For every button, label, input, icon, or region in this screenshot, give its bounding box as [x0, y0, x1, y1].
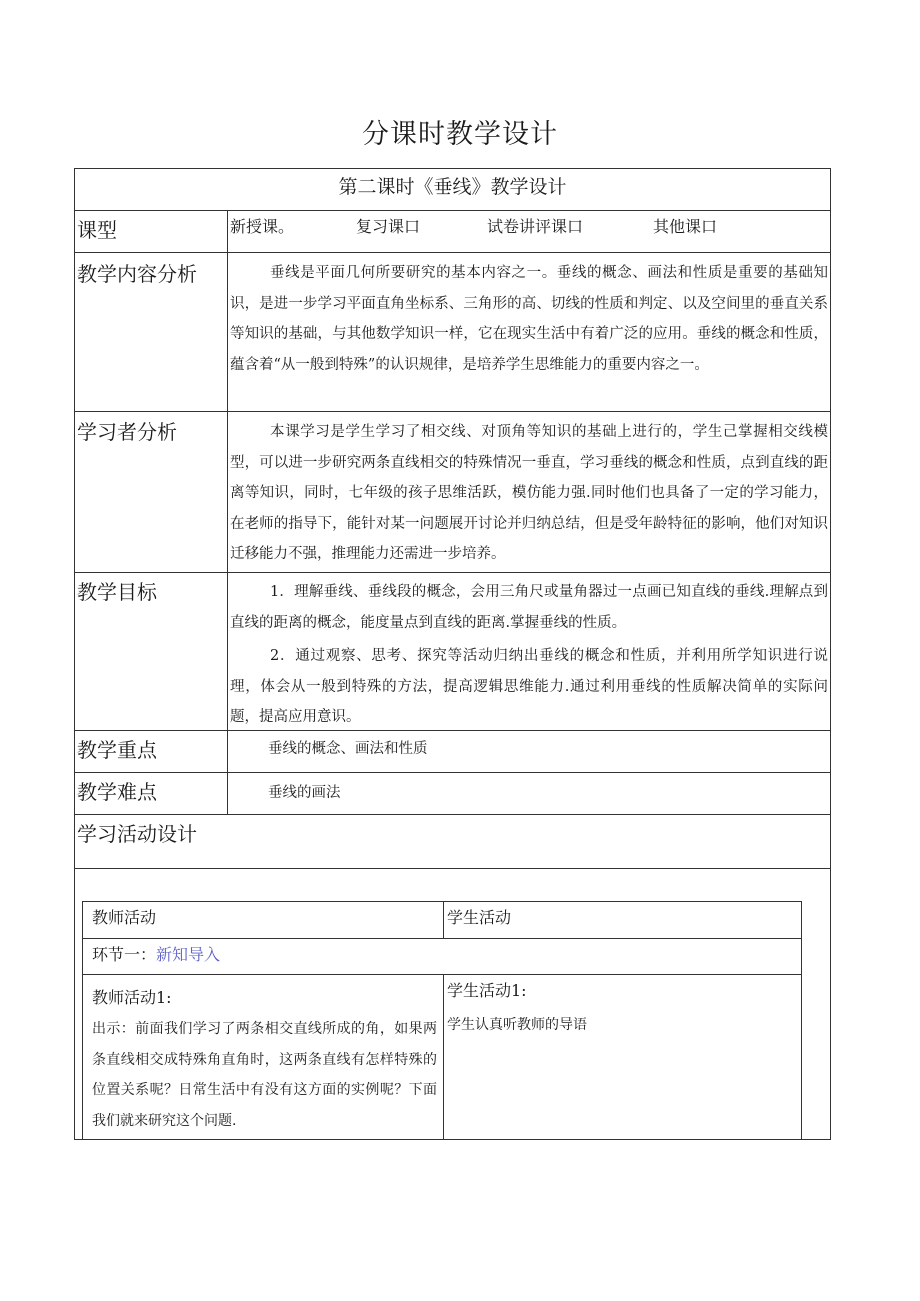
- section-heading: [92, 942, 220, 965]
- row-divider: [74, 210, 831, 211]
- lesson-title: 第二课时《垂线》教学设计: [338, 176, 567, 198]
- student-activity-text: 学生认真听教师的导语: [447, 1017, 587, 1033]
- activity-design-label: 学习活动设计: [77, 822, 197, 846]
- teacher-activity-text: 出示：前面我们学习了两条相交直线所成的角，如果两条直线相交成特殊角直角时，这两条直线有怎样特殊的位置关系呢？日常生活中有没有这方面的实例呢？下面我们就来研究这个问题.: [92, 1021, 437, 1129]
- inner-column-divider: [443, 974, 444, 1139]
- row-divider: [74, 814, 831, 815]
- content-analysis-text: 垂线是平面几何所要研究的基本内容之一。垂线的概念、画法和性质是重要的基础知识，是进一步学习平面直角坐标系、三角形的高、切线的性质和判定、以及空间里的垂直关系等知识的基础，与其他数学知识一样，它在现实生活中有着广泛的应用。垂线的概念和性质，蕴含着“从一般到特殊”的认识规律，是培养学生思维能力的重要内容之一。: [230, 265, 828, 373]
- course-type-option[interactable]: 复习课口: [356, 217, 421, 236]
- row-divider: [74, 572, 831, 573]
- table-right-border: [830, 168, 831, 1140]
- student-activity-title: 学生活动1:: [447, 981, 527, 1000]
- student-activity-header: 学生活动: [447, 908, 512, 927]
- page-title: 分课时教学设计: [362, 119, 558, 150]
- inner-table-right: [801, 901, 802, 1139]
- course-type-option[interactable]: 试卷讲评课口: [487, 217, 584, 236]
- key-points-text: 垂线的概念、画法和性质: [268, 741, 428, 757]
- table-top-border: [74, 168, 831, 169]
- inner-table-top: [82, 901, 802, 902]
- course-type-option[interactable]: 新授课。: [230, 217, 295, 236]
- teacher-activity-header: 教师活动: [92, 908, 157, 927]
- inner-row-divider: [82, 974, 802, 975]
- difficulties-label: 教学难点: [77, 780, 157, 804]
- label-column-divider: [227, 210, 228, 814]
- row-divider: [74, 252, 831, 253]
- inner-column-divider: [443, 901, 444, 938]
- content-analysis-label: 教学内容分析: [77, 262, 197, 286]
- section-name: 新知导入: [156, 945, 221, 964]
- row-divider: [74, 868, 831, 869]
- inner-row-divider: [82, 938, 802, 939]
- row-divider: [74, 411, 831, 412]
- teacher-activity-title: 教师活动1:: [92, 988, 172, 1007]
- difficulties-text: 垂线的画法: [268, 785, 341, 801]
- objectives-label: 教学目标: [77, 580, 157, 604]
- learner-analysis-text: 本课学习是学生学习了相交线、对顶角等知识的基础上进行的，学生己掌握相交线模型，可以进一步研究两条直线相交的特殊情况一垂直，学习垂线的概念和性质，点到直线的距离等知识，同时，七年级的孩子思维活跃，模仿能力强.同时他们也具备了一定的学习能力，在老师的指导下，能针对某一问题展开讨论并归纳总结，但是受年龄特征的影响，他们对知识迁移能力不强，推理能力还需进一步培养。: [230, 424, 828, 562]
- objective-item: 1．理解垂线、垂线段的概念，会用三角尺或量角器过一点画已知直线的垂线.理解点到直线的距离的概念，能度量点到直线的距离.掌握垂线的性质。: [230, 584, 828, 631]
- table-left-border: [74, 168, 75, 1140]
- table-bottom-border: [74, 1139, 831, 1140]
- section-prefix: 环节一：: [92, 945, 157, 964]
- objective-item: 2．通过观察、思考、探究等活动归纳出垂线的概念和性质，并利用所学知识进行说理，体会从一般到特殊的方法，提高逻辑思维能力.通过利用垂线的性质解决简单的实际问题，提高应用意识。: [230, 648, 828, 725]
- row-divider: [74, 772, 831, 773]
- row-divider: [74, 730, 831, 731]
- course-type-option[interactable]: 其他课口: [653, 217, 718, 236]
- learner-analysis-label: 学习者分析: [77, 420, 177, 444]
- key-points-label: 教学重点: [77, 738, 157, 762]
- inner-table-left: [82, 901, 83, 1139]
- course-type-label: 课型: [77, 218, 117, 242]
